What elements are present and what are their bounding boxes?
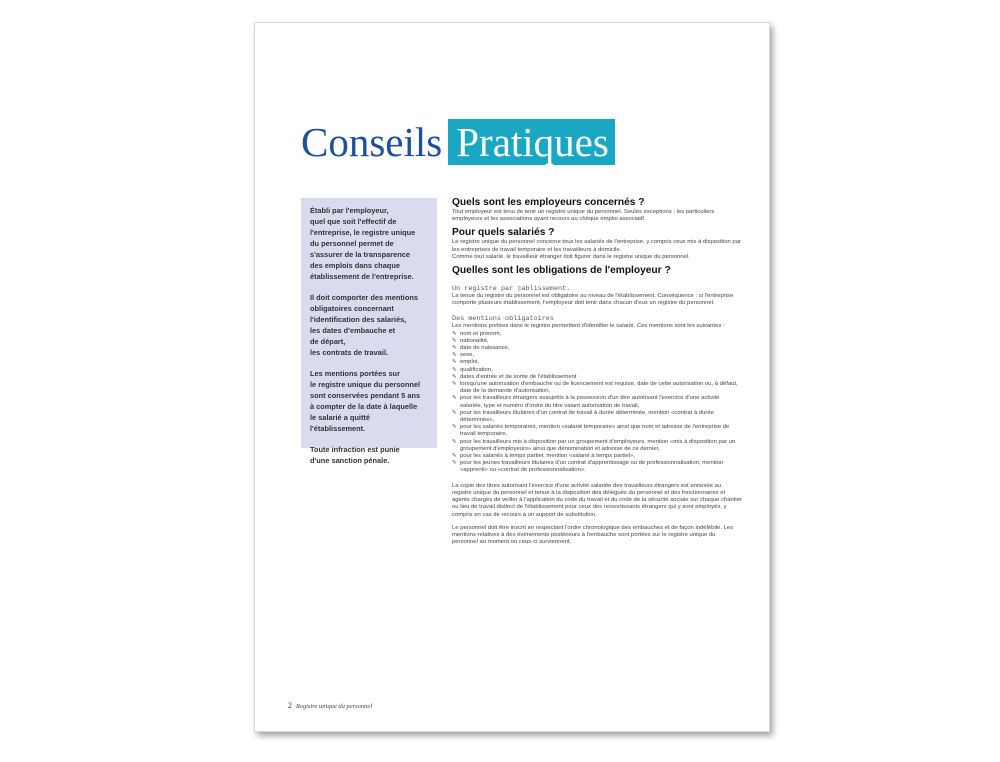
list-item: ✎ sexe, (452, 352, 475, 359)
list-item: ✎ pour les salariés à temps partiel, mention «salarié à temps partiel», (452, 453, 635, 460)
pencil-icon: ✎ (452, 395, 457, 402)
pencil-icon: ✎ (452, 330, 457, 337)
pencil-icon: ✎ (452, 345, 457, 352)
paragraph-salaries: Le registre unique du personnel concerne tous les salariés de l'entreprise, y compris ceux mis à disposition par les entreprises de travail temporaire et les travailleurs à domicile. (452, 239, 741, 253)
page-footer (288, 701, 372, 710)
pencil-icon: ✎ (452, 381, 457, 388)
pencil-icon: ✎ (452, 409, 457, 416)
list-item: ✎ pour les salariés temporaires, mention «salarié temporaire» ainsi que nom et adresse de l'entreprise de travail temporaire, (452, 424, 730, 438)
list-item: ✎ nationalité, (452, 337, 489, 344)
list-item: ✎ date de naissance, (452, 345, 510, 352)
document-page (254, 22, 770, 732)
pencil-icon: ✎ (452, 460, 457, 467)
paragraph-ordre-chronologique: Le personnel doit être inscrit en respectant l'ordre chronologique des embauches et de façon indélébile. Les mentions relatives à des événements postérieurs à l'embauche sont portées sur le registre unique du personnel au moment où ceux-ci surviennent. (452, 524, 734, 546)
list-item: ✎ nom et prénom, (452, 330, 502, 337)
sidebar-paragraph: Il doit comporter des mentions obligatoires concernant l'identification des salariés, les dates d'embauche et de départ, les contrats de travail. (310, 293, 418, 357)
pencil-icon: ✎ (452, 359, 457, 366)
heading-salaries: Pour quels salariés ? (452, 227, 555, 239)
page-number: 2 (288, 701, 292, 710)
pencil-icon: ✎ (452, 424, 457, 431)
heading-employeurs: Quels sont les employeurs concernés ? (452, 197, 645, 208)
main-content (452, 197, 742, 546)
sidebar-paragraph: Établi par l'employeur, quel que soit l'effectif de l'entreprise, le registre unique du personnel permet de s'assurer de la transparence des emplois dans chaque établissement de l'entreprise. (310, 206, 416, 281)
list-item: ✎ pour les jeunes travailleurs titulaires d'un contrat d'apprentissage ou de professionnalisation, mention «apprenti» ou «contrat de professionnalisation». (452, 460, 724, 474)
footer-title: Registre unique du personnel (296, 703, 373, 710)
sidebar-box (301, 198, 437, 465)
list-item: ✎ emploi, (452, 359, 479, 366)
title-pratiques: Pratiques (448, 119, 615, 165)
title-conseils: Conseils (301, 119, 443, 165)
sidebar-paragraph: Toute infraction est punie d'une sanction pénale. (310, 445, 400, 465)
subheading-registre: Un registre par ▯ablissement. (452, 285, 571, 294)
pencil-icon: ✎ (452, 453, 457, 460)
list-item: ✎ dates d'entrée et de sortie de l'établissement (452, 373, 577, 380)
paragraph-registre: La tenue du registre du personnel est obligatoire au niveau de l'établissement. Conséquence : si l'entreprise comporte plusieurs établissement, l'employeur doit tenir dans chacun d'eux un registre du personnel. (452, 293, 734, 307)
subheading-mentions: Des mentions obligatoires (452, 315, 554, 324)
pencil-icon: ✎ (452, 366, 457, 373)
paragraph-etranger: Comme tout salarié, le travailleur étranger doit figurer dans le registre unique du personnel. (452, 253, 690, 260)
pencil-icon: ✎ (452, 337, 457, 344)
list-item: ✎ qualification, (452, 366, 493, 373)
list-item: ✎ lorsqu'une autorisation d'embauche ou de licenciement est requise, date de cette autorisation ou, à défaut, date de la demande d'autorisation, (452, 381, 738, 395)
paragraph-copie-titres: La copie des titres autorisant l'exercice d'une activité salariée des travailleurs étrangers est annexée au registre unique du personnel et tenue à la disposition des délégués du personnel et des fonctionnaires et agents chargés de veiller à l'application du code du travail et du code de la sécurité sociale sur chaque chantier ou lieu de travail distinct de l'établissement pour ceux des ressortissants étrangers qui y sont employés, y compris en cas de recours à un support de substitution. (452, 482, 742, 518)
list-item: ✎ pour les travailleurs mis à disposition par un groupement d'employeurs, mention «mis à disposition par un groupement d'employeurs» ainsi que dénomination et adresse de ce dernier, (452, 438, 736, 452)
pencil-icon: ✎ (452, 352, 457, 359)
list-item: ✎ pour les travailleurs titulaires d'un contrat de travail à durée déterminée, mention «contrat à durée déterminée», (452, 409, 714, 424)
heading-obligations: Quelles sont les obligations de l'employeur ? (452, 265, 671, 277)
mentions-list (452, 331, 742, 475)
list-item: ✎ pour les travailleurs étrangers assujettis à la possession d'un titre autorisant l'exercice d'une activité salariée, type et numéro d'ordre du titre valant autorisation de travail, (452, 395, 720, 409)
pencil-icon: ✎ (452, 373, 457, 380)
page-title (301, 119, 615, 165)
sidebar-paragraph: Les mentions portées sur le registre unique du personnel sont conservées pendant 5 ans à compter de la date à laquelle le salarié a quitté l'établissement. (310, 369, 421, 433)
paragraph-mentions-intro: Les mentions portées dans le registre permettent d'identifier le salarié. Ces mentions sont les suivantes : (452, 323, 725, 330)
paragraph-employeurs: Tout employeur est tenu de tenir un registre unique du personnel. Seules exceptions : les particuliers employeurs et les associations ayant recours au chèque emploi associatif. (452, 209, 715, 223)
pencil-icon: ✎ (452, 438, 457, 445)
